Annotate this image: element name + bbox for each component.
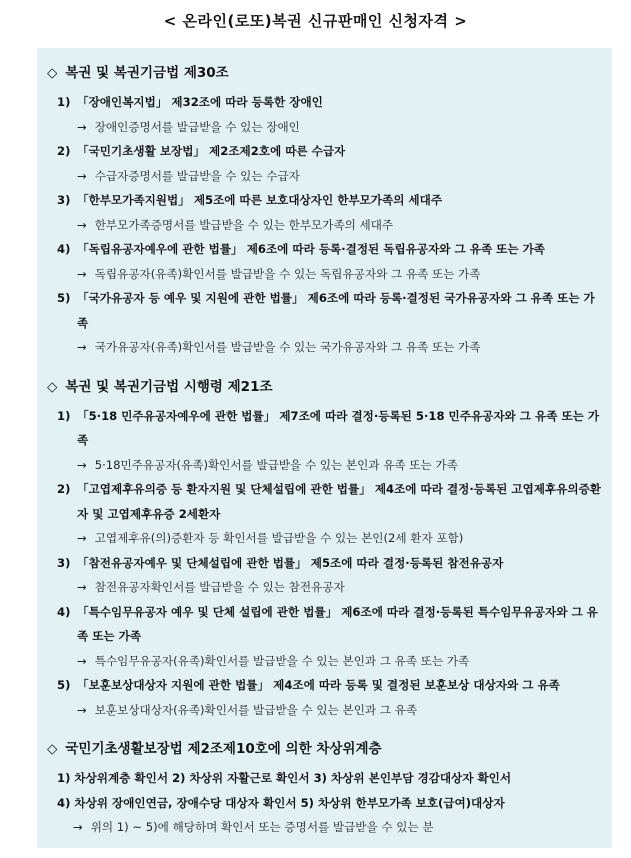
section-heading	[47, 374, 604, 400]
cert-line	[57, 115, 604, 140]
cert-text: 수급자증명서를 발급받을 수 있는 수급자	[94, 168, 300, 183]
diamond-bullet-icon: ◇	[47, 378, 58, 395]
list-item	[57, 139, 604, 188]
law-text: 「독립유공자예우에 관한 법률」 제6조에 따라 등록·결정된 독립유공자와 그 유족 또는 가족	[77, 242, 546, 256]
cert-text: 5·18민주유공자(유족)확인서를 발급받을 수 있는 본인과 유족 또는 가족	[94, 457, 458, 472]
cert-text: 독립유공자(유족)확인서를 발급받을 수 있는 독립유공자와 그 유족 또는 가족	[94, 266, 481, 281]
cert-text: 국가유공자(유족)확인서를 발급받을 수 있는 국가유공자와 그 유족 또는 가족	[94, 340, 481, 354]
law-text: 「참전유공자예우 및 단체설립에 관한 법률」 제5조에 따라 결정·등록된 참전유공자	[77, 555, 504, 570]
item-number: 5)	[57, 291, 71, 305]
arrow-icon: →	[77, 531, 87, 545]
law-line	[57, 90, 604, 115]
cert-list-line: 4) 차상위 장애인연금, 장애수당 대상자 확인서 5) 차상위 한부모가족 보호(급여)대상자	[57, 795, 505, 810]
law-text: 「보훈보상대상자 지원에 관한 법률」 제4조에 따라 등록 및 결정된 보훈보상 대상자와 그 유족	[77, 678, 560, 692]
law-line	[57, 237, 604, 262]
law-text: 「특수임무유공자 예우 및 단체 설립에 관한 법률」 제6조에 따라 결정·등록된 특수임무유공자와 그 유족 또는 가족	[77, 604, 598, 643]
diamond-bullet-icon: ◇	[47, 65, 58, 81]
item-number: 3)	[57, 555, 71, 570]
cert-text: 고엽제후유(의)증환자 등 확인서를 발급받을 수 있는 본인(2세 환자 포함)	[94, 531, 464, 545]
section-lottery-act-30	[47, 60, 604, 360]
arrow-icon: →	[77, 702, 87, 717]
eligibility-panel	[37, 48, 612, 848]
cert-text: 한부모가족증명서를 발급받을 수 있는 한부모가족의 세대주	[94, 217, 394, 232]
arrow-icon: →	[77, 457, 87, 472]
law-line	[57, 188, 604, 213]
arrow-icon: →	[77, 340, 87, 354]
law-text: 「장애인복지법」 제32조에 따라 등록한 장애인	[77, 95, 323, 109]
section-heading-text: 복권 및 복권기금법 제30조	[65, 65, 229, 81]
law-line	[57, 477, 604, 526]
cert-line	[57, 575, 604, 600]
section-lottery-decree-21	[47, 374, 604, 723]
list-item	[57, 551, 604, 600]
section-heading-text: 국민기초생활보장법 제2조제10호에 의한 차상위계층	[65, 741, 382, 757]
item-number: 4)	[57, 604, 71, 619]
list-item	[57, 477, 604, 551]
cert-line	[57, 262, 604, 287]
item-number: 1)	[57, 408, 71, 423]
item-number: 5)	[57, 678, 71, 692]
item-number: 2)	[57, 144, 71, 158]
law-line	[57, 139, 604, 164]
diamond-bullet-icon: ◇	[47, 741, 58, 757]
cert-text: 위의 1) ~ 5)에 해당하며 확인서 또는 증명서를 발급받을 수 있는 분	[90, 820, 434, 834]
list-item	[57, 90, 604, 139]
arrow-icon: →	[77, 119, 87, 134]
law-line	[57, 286, 604, 335]
cert-line	[57, 335, 604, 360]
section-heading-text: 복권 및 복권기금법 시행령 제21조	[65, 378, 273, 395]
law-text: 「국가유공자 등 예우 및 지원에 관한 법률」 제6조에 따라 등록·결정된 국가유공자와 그 유족 또는 가족	[77, 291, 595, 330]
cert-text: 장애인증명서를 발급받을 수 있는 장애인	[94, 119, 300, 134]
cert-line	[57, 649, 604, 674]
list-item	[57, 237, 604, 286]
law-text: 「5·18 민주유공자예우에 관한 법률」 제7조에 따라 결정·등록된 5·18 민주유공자와 그 유족 또는 가족	[77, 408, 600, 447]
cert-list-line: 1) 차상위계층 확인서 2) 차상위 자활근로 확인서 3) 차상위 본인부담 경감대상자 확인서	[57, 771, 512, 785]
list-item	[57, 188, 604, 237]
cert-line	[57, 815, 604, 840]
cert-text: 특수임무유공자(유족)확인서를 발급받을 수 있는 본인과 그 유족 또는 가족	[94, 653, 470, 668]
list-item	[57, 600, 604, 674]
section-heading	[47, 736, 604, 762]
law-text: 「국민기초생활 보장법」 제2조제2호에 따른 수급자	[77, 144, 346, 158]
cert-line	[57, 213, 604, 238]
law-text: 「고엽제후유의증 등 환자지원 및 단체설립에 관한 법률」 제4조에 따라 결정·등록된 고엽제후유의증환자 및 고엽제후유증 2세환자	[77, 482, 602, 521]
arrow-icon: →	[73, 820, 83, 834]
cert-text: 참전유공자확인서를 발급받을 수 있는 참전유공자	[94, 580, 345, 594]
law-line	[57, 404, 604, 453]
list-item	[57, 404, 604, 478]
section-heading	[47, 60, 604, 86]
item-number: 4)	[57, 242, 71, 256]
page-title: < 온라인(로또)복권 신규판매인 신청자격 >	[163, 12, 468, 30]
law-text: 「한부모가족지원법」 제5조에 따른 보호대상자인 한부모가족의 세대주	[77, 193, 443, 207]
cert-line	[57, 453, 604, 478]
item-number: 2)	[57, 482, 71, 496]
item-number: 1)	[57, 95, 71, 109]
cert-line	[57, 164, 604, 189]
cert-line	[57, 698, 604, 723]
arrow-icon: →	[77, 168, 87, 183]
cert-text: 보훈보상대상자(유족)확인서를 발급받을 수 있는 본인과 그 유족	[94, 702, 418, 717]
arrow-icon: →	[77, 266, 87, 281]
arrow-icon: →	[77, 217, 87, 232]
law-line	[57, 673, 604, 698]
list-item	[57, 673, 604, 722]
law-line	[57, 551, 604, 576]
cert-line	[57, 526, 604, 551]
section-near-poverty	[47, 736, 604, 840]
law-line	[57, 600, 604, 649]
arrow-icon: →	[77, 580, 87, 594]
item-number: 3)	[57, 193, 71, 207]
list-item	[57, 286, 604, 360]
arrow-icon: →	[77, 653, 87, 668]
